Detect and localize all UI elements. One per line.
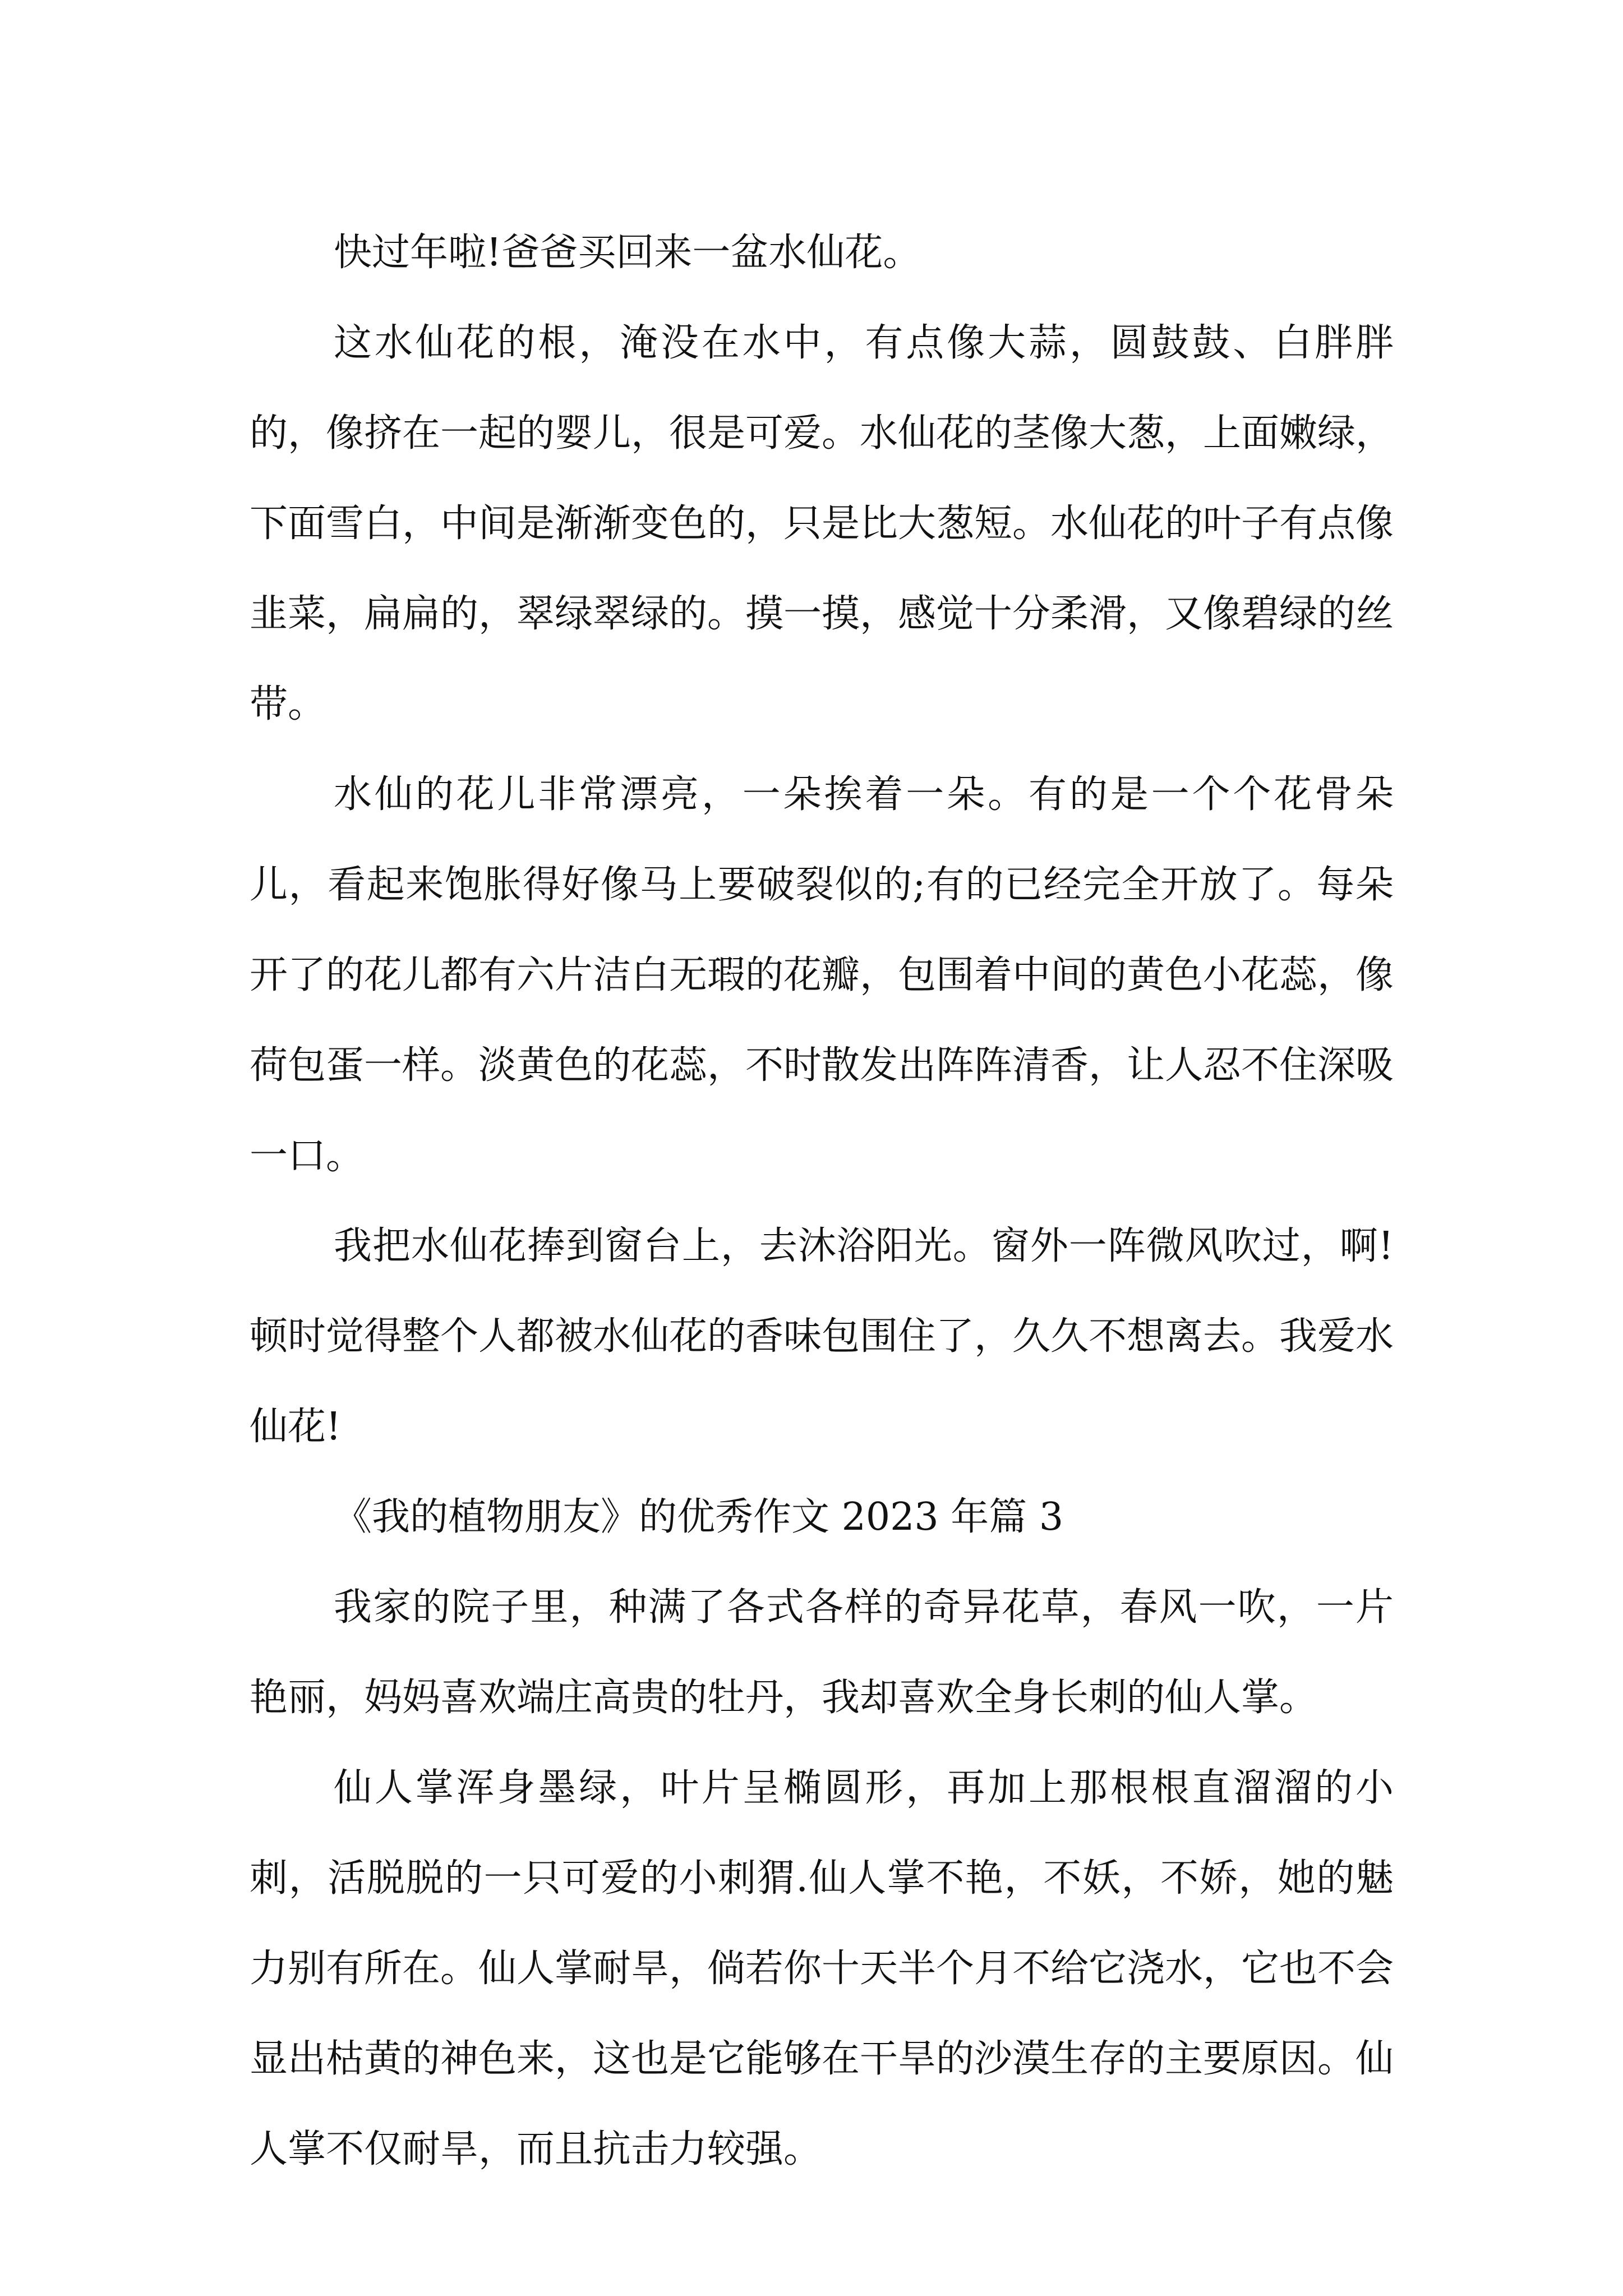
paragraph-3: 水仙的花儿非常漂亮，一朵挨着一朵。有的是一个个花骨朵儿，看起来饱胀得好像马上要破裂似的;有的已经完全开放了。每朵开了的花儿都有六片洁白无瑕的花瓣，包围着中间的黄色小花蕊，像荷包蛋一样。淡黄色的花蕊，不时散发出阵阵清香，让人忍不住深吸一口。	[250, 772, 1394, 1178]
section-heading: 《我的植物朋友》的优秀作文 2023 年篇 3	[334, 1495, 1064, 1539]
paragraph-4: 我把水仙花捧到窗台上，去沐浴阳光。窗外一阵微风吹过，啊!顿时觉得整个人都被水仙花的香味包围住了，久久不想离去。我爱水仙花!	[250, 1224, 1394, 1449]
paragraph-6: 仙人掌浑身墨绿，叶片呈椭圆形，再加上那根根直溜溜的小刺，活脱脱的一只可爱的小刺猬.仙人掌不艳，不妖，不娇，她的魅力别有所在。仙人掌耐旱，倘若你十天半个月不给它浇水，它也不会显出枯黄的神色来，这也是它能够在干旱的沙漠生存的主要原因。仙人掌不仅耐旱，而且抗击力较强。	[250, 1766, 1394, 2171]
paragraph-2: 这水仙花的根，淹没在水中，有点像大蒜，圆鼓鼓、白胖胖的，像挤在一起的婴儿，很是可爱。水仙花的茎像大葱，上面嫩绿，下面雪白，中间是渐渐变色的，只是比大葱短。水仙花的叶子有点像韭菜，扁扁的，翠绿翠绿的。摸一摸，感觉十分柔滑，又像碧绿的丝带。	[250, 321, 1394, 726]
paragraph-5: 我家的院子里，种满了各式各样的奇异花草，春风一吹，一片艳丽，妈妈喜欢端庄高贵的牡丹，我却喜欢全身长刺的仙人掌。	[250, 1585, 1394, 1720]
document-body	[250, 208, 1394, 2194]
paragraph-1: 快过年啦!爸爸买回来一盆水仙花。	[334, 231, 921, 275]
